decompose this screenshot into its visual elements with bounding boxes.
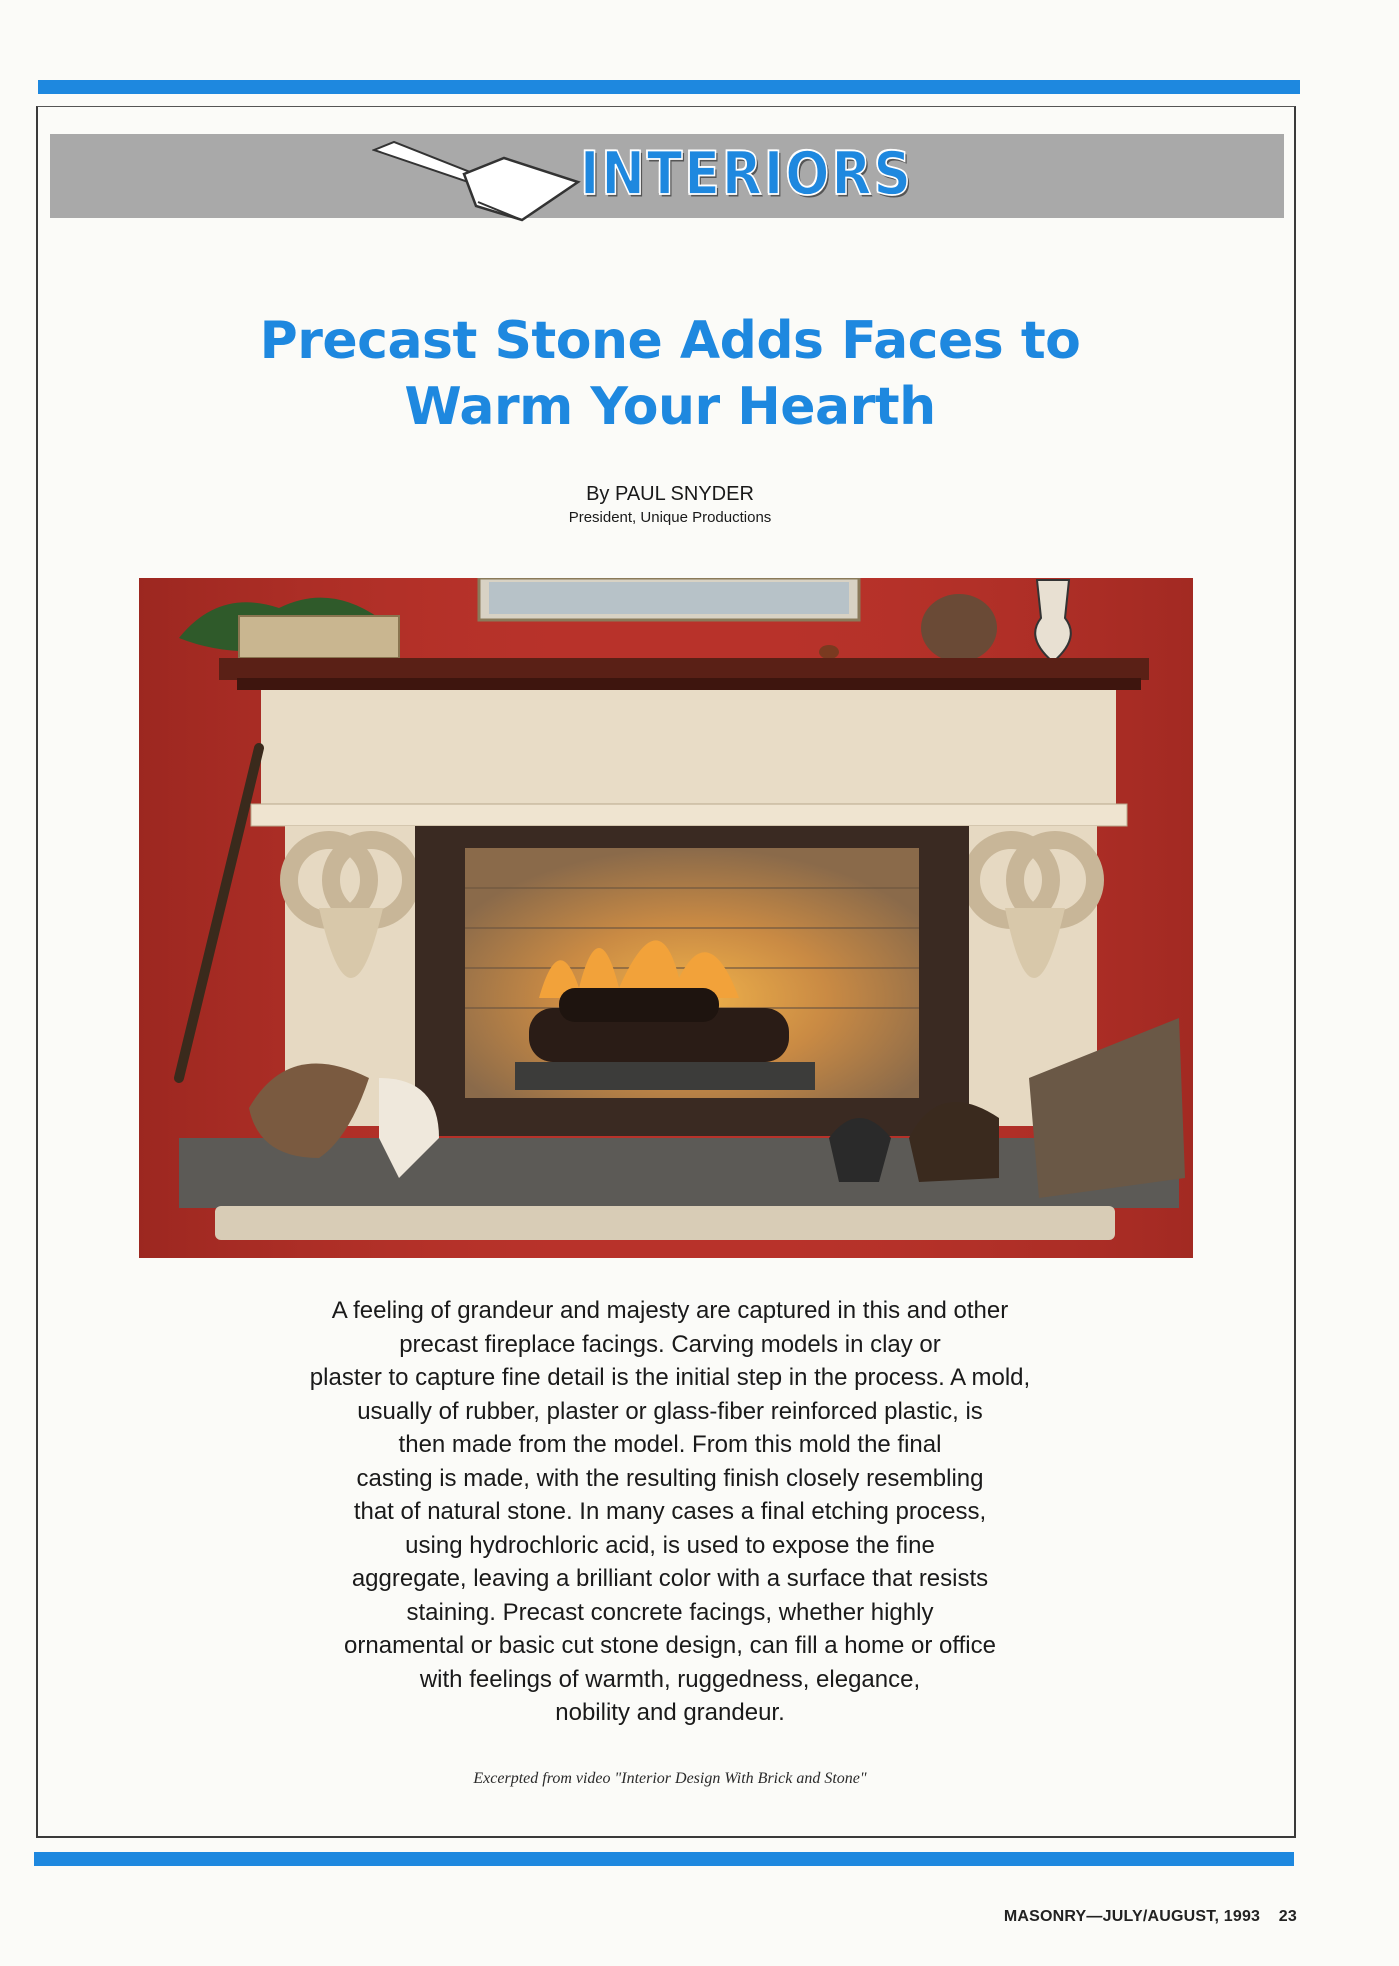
caption-line: nobility and grandeur.: [555, 1699, 785, 1726]
excerpt-credit: Excerpted from video "Interior Design With Brick and Stone": [473, 1770, 867, 1787]
caption-line: A feeling of grandeur and majesty are captured in this and other: [331, 1297, 1009, 1324]
section-banner-content: [372, 138, 913, 214]
caption-line: with feelings of warmth, ruggedness, elegance,: [419, 1665, 921, 1693]
bottom-blue-rule: [34, 1852, 1294, 1866]
caption-line: precast fireplace facings. Carving models in clay or: [399, 1330, 941, 1358]
caption-line: usually of rubber, plaster or glass-fiber reinforced plastic, is: [357, 1397, 983, 1425]
caption-line: that of natural stone. In many cases a final etching process,: [353, 1498, 987, 1525]
headline-line-1: Precast Stone Adds Faces to: [259, 311, 1081, 371]
publication-info: MASONRY—JULY/AUGUST, 1993: [1003, 1908, 1261, 1925]
caption-line: casting is made, with the resulting finish closely resembling: [356, 1464, 984, 1492]
page-number: 23: [1278, 1908, 1297, 1925]
caption-line: staining. Precast concrete facings, whether highly: [406, 1598, 934, 1626]
author-role: President, Unique Productions: [568, 509, 772, 526]
caption-line: aggregate, leaving a brilliant color with a surface that resists: [351, 1565, 989, 1592]
fireplace-illustration: [139, 578, 1193, 1258]
trowel-icon: [372, 138, 582, 228]
photo-caption: [220, 1294, 1120, 1730]
caption-line: then made from the model. From this mold the final: [398, 1431, 942, 1458]
headline-line-2: Warm Your Hearth: [404, 377, 936, 437]
byline: [400, 482, 940, 530]
caption-line: plaster to capture fine detail is the initial step in the process. A mold,: [309, 1364, 1031, 1391]
article-headline: [120, 308, 1220, 440]
page-footer: [1004, 1908, 1297, 1926]
author-name: By PAUL SNYDER: [586, 483, 754, 505]
section-title: INTERIORS: [580, 140, 913, 209]
top-blue-rule: [38, 80, 1300, 94]
section-banner: [50, 134, 1284, 218]
caption-line: using hydrochloric acid, is used to expose the fine: [405, 1531, 935, 1559]
caption-line: ornamental or basic cut stone design, can fill a home or office: [344, 1632, 996, 1659]
fireplace-photo: [139, 578, 1193, 1258]
